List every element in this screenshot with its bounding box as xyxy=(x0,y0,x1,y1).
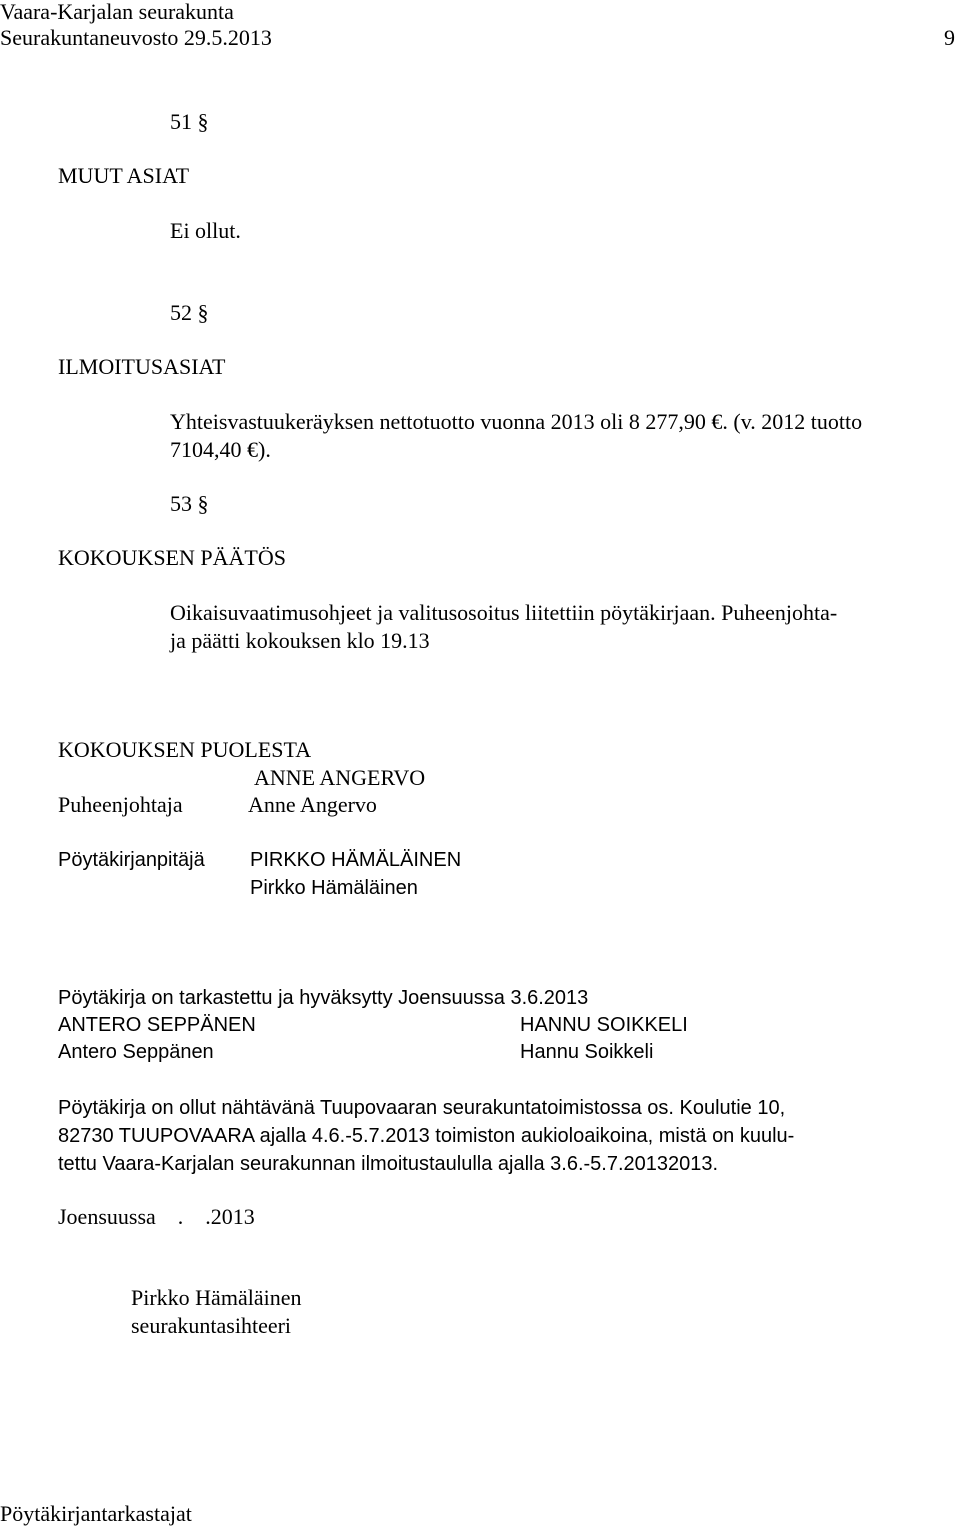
section-52-title: ILMOITUSASIAT xyxy=(58,354,226,379)
notice-line3: tettu Vaara-Karjalan seurakunnan ilmoitustaululla ajalla 3.6.-5.7.20132013. xyxy=(58,1153,719,1175)
section-52-number: 52 § xyxy=(170,300,209,325)
place-date: Joensuussa . .2013 xyxy=(58,1204,255,1229)
notice-line2: 82730 TUUPOVAARA ajalla 4.6.-5.7.2013 toimiston aukioloaikoina, mistä on kuulu- xyxy=(58,1125,795,1147)
page-number: 9 xyxy=(944,25,955,50)
footer-label: Pöytäkirjantarkastajat xyxy=(0,1501,192,1526)
section-53-body-line1: Oikaisuvaatimusohjeet ja valitusosoitus liitettiin pöytäkirjaan. Puheenjohta- xyxy=(170,600,838,625)
section-51-title: MUUT ASIAT xyxy=(58,163,190,188)
chair-name-caps: ANNE ANGERVO xyxy=(254,765,426,790)
signer-title: seurakuntasihteeri xyxy=(131,1313,292,1338)
signatures-heading: KOKOUKSEN PUOLESTA xyxy=(58,737,312,762)
chair-name: Anne Angervo xyxy=(248,792,377,817)
checker2-name-caps: HANNU SOIKKELI xyxy=(520,1014,688,1036)
signer-name: Pirkko Hämäläinen xyxy=(131,1285,302,1310)
header-meeting: Seurakuntaneuvosto 29.5.2013 xyxy=(0,25,272,50)
checker1-name: Antero Seppänen xyxy=(58,1041,214,1063)
checker2-name: Hannu Soikkeli xyxy=(520,1041,654,1063)
section-51-number: 51 § xyxy=(170,109,209,134)
header-organization: Vaara-Karjalan seurakunta xyxy=(0,0,234,24)
secretary-name-caps: PIRKKO HÄMÄLÄINEN xyxy=(250,849,462,871)
section-52-body-line1: Yhteisvastuukeräyksen nettotuotto vuonna 2013 oli 8 277,90 €. (v. 2012 tuotto xyxy=(170,409,863,434)
section-52-body-line2: 7104,40 €). xyxy=(170,437,271,462)
section-53-title: KOKOUKSEN PÄÄTÖS xyxy=(58,545,286,570)
chair-role: Puheenjohtaja xyxy=(58,792,183,817)
notice-line1: Pöytäkirja on ollut nähtävänä Tuupovaaran seurakuntatoimistossa os. Koulutie 10, xyxy=(58,1097,786,1119)
section-53-number: 53 § xyxy=(170,491,209,516)
section-51-body: Ei ollut. xyxy=(170,218,241,243)
checker1-name-caps: ANTERO SEPPÄNEN xyxy=(58,1014,256,1036)
secretary-name: Pirkko Hämäläinen xyxy=(250,877,418,899)
section-53-body-line2: ja päätti kokouksen klo 19.13 xyxy=(170,628,430,653)
approval-statement: Pöytäkirja on tarkastettu ja hyväksytty Joensuussa 3.6.2013 xyxy=(58,987,589,1009)
secretary-role: Pöytäkirjanpitäjä xyxy=(58,849,205,871)
